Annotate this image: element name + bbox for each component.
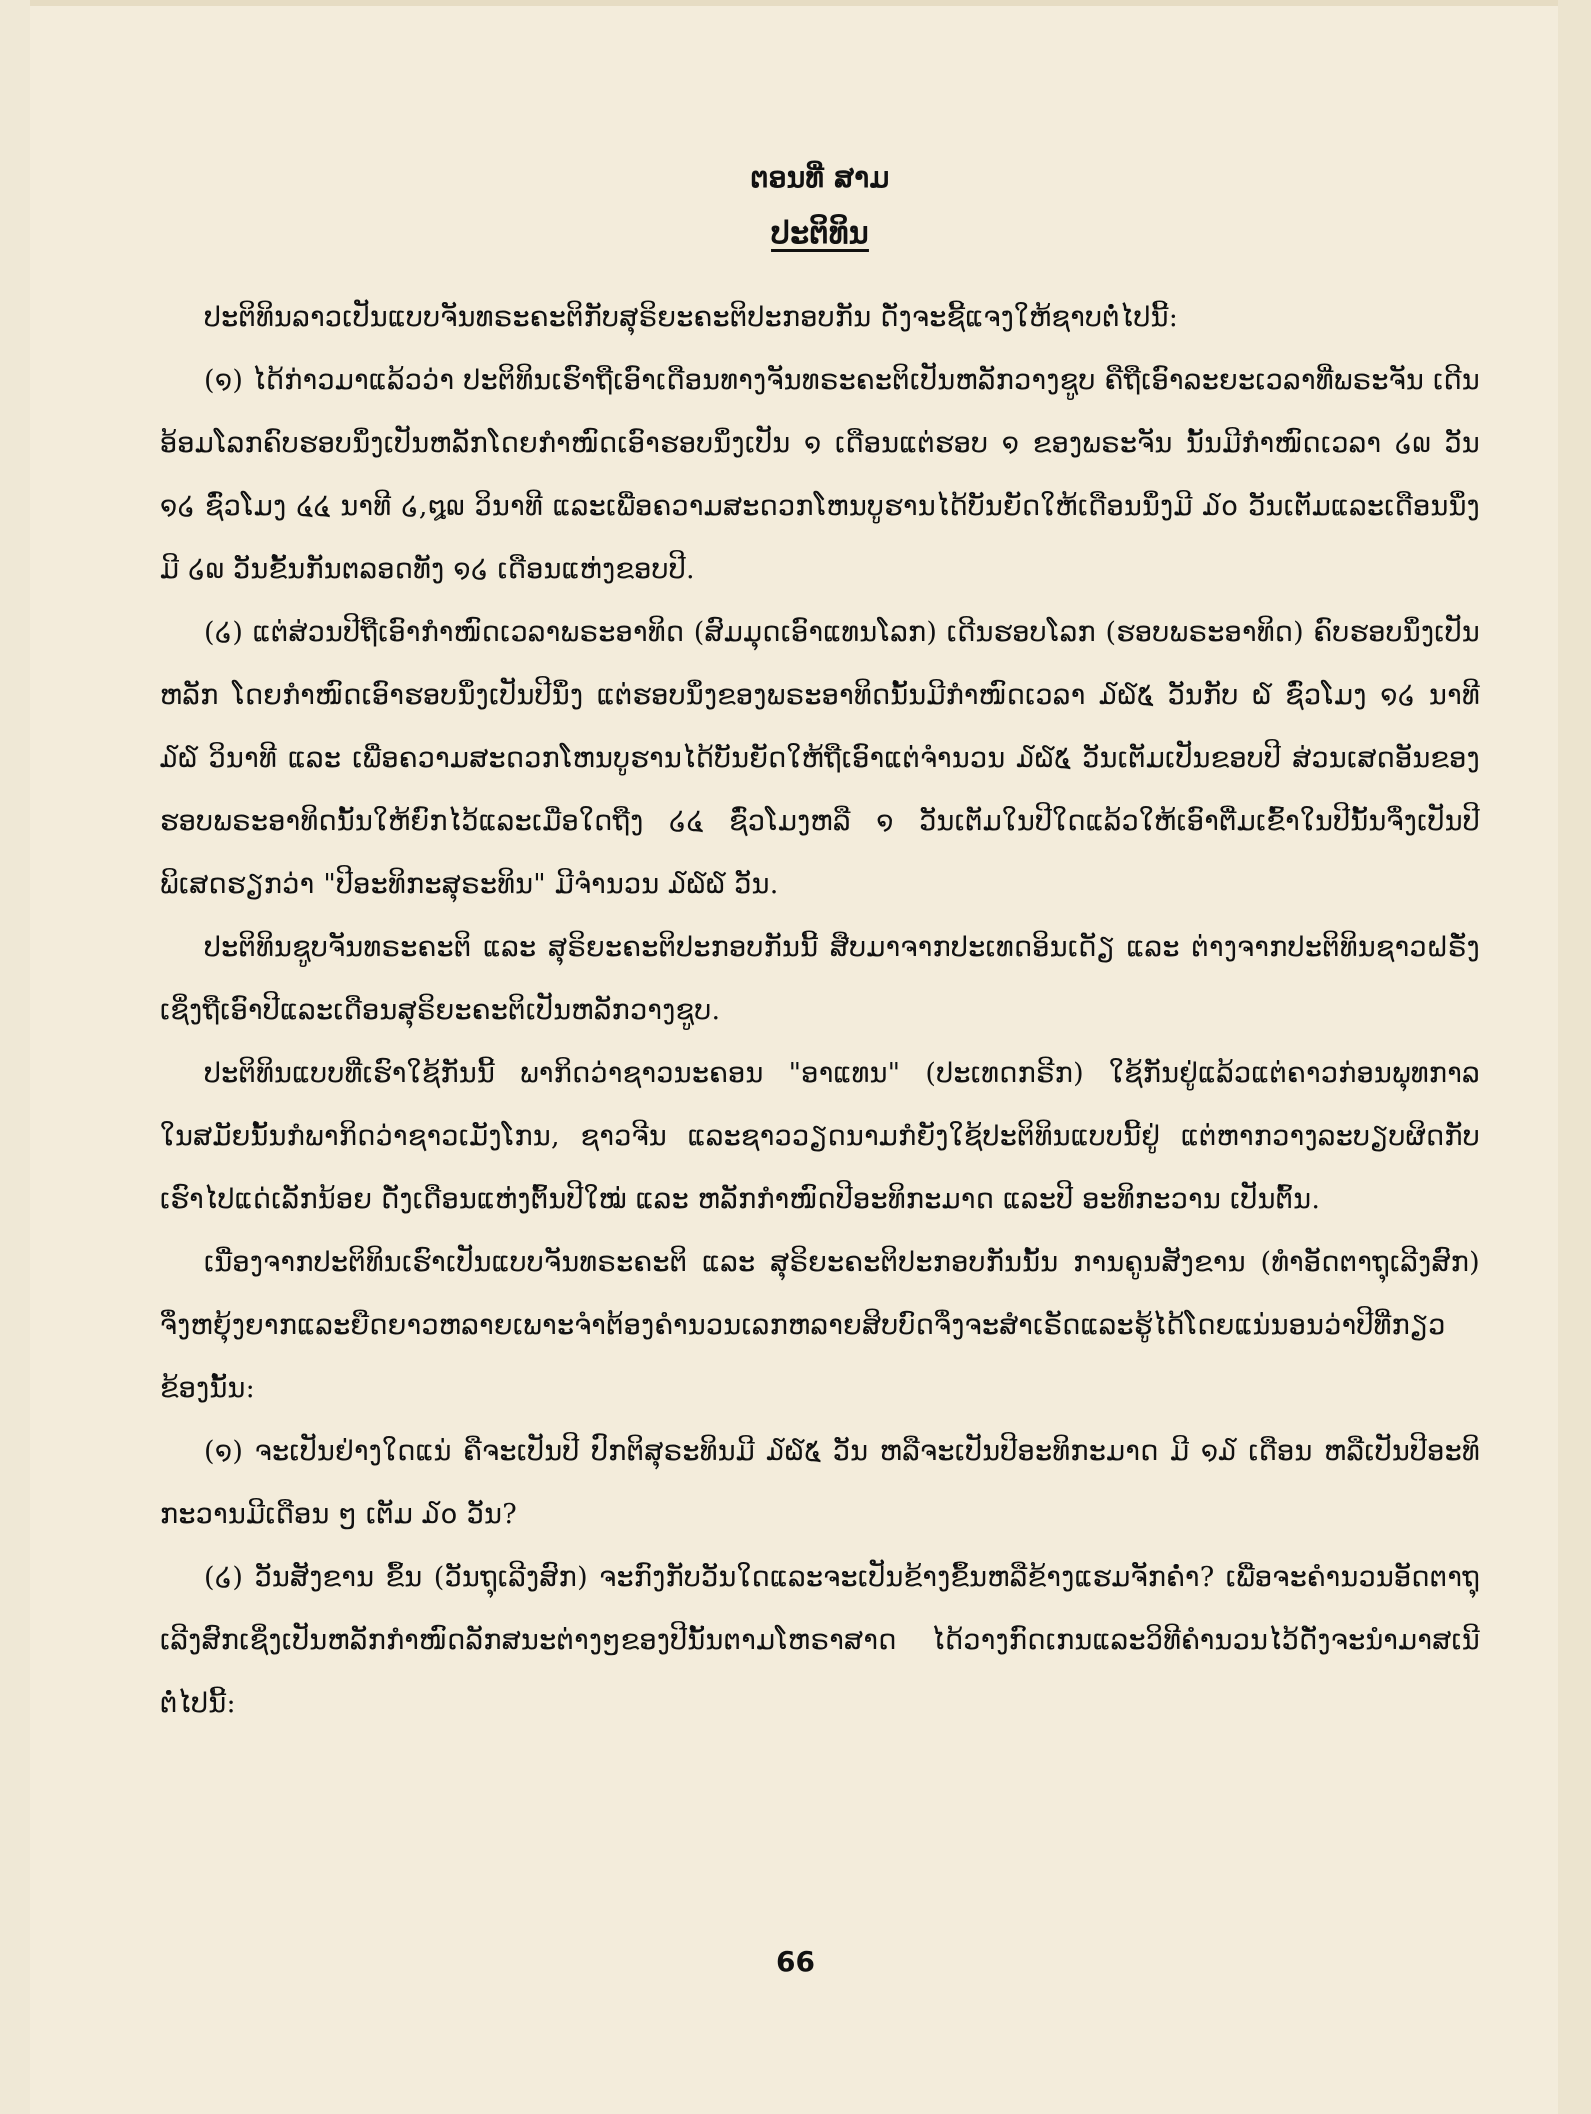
paragraph-6: ເນື່ອງຈາກປະຕິທິນເຮົາເປັນແບບຈັນທຣະຄະຕິ ແລະ ສຸຣິຍະຄະຕິປະກອບກັນນັ້ນ ການຄູນສັງຂານ (ທຳອັດຕາຖຸເລີງສົກ) ຈຶ່ງຫຍຸ້ງຍາກແລະຍືດຍາວຫລາຍເພາະຈຳຕ້ອງຄຳນວນເລກຫລາຍສິບບົດຈຶ່ງຈະສຳເຣັດແລະຮູ້ໄດ້ໂດຍແນ່ນອນວ່າປີທີ່ກຽວຂ້ອງນັ້ນ:	[160, 1247, 1480, 1404]
page-edge-right	[1558, 0, 1591, 2114]
page-edge-top	[30, 0, 1561, 6]
page-number: 66	[776, 1945, 815, 1978]
chapter-heading: ຕອນທີ່ ສາມ	[750, 161, 890, 194]
paragraph-1: ປະຕິທິນລາວເປັນແບບຈັນທຣະຄະຕິກັບສຸຣິຍະຄະຕິປະກອບກັນ ດັ່ງຈະຊີ້ແຈງໃຫ້ຊາບຕໍ່ໄປນີ້:	[204, 302, 1179, 333]
paragraph-5: ປະຕິທິນແບບທີ່ເຮົາໃຊ້ກັນນີ້ ພາກິດວ່າຊາວນະຄອນ "ອາແທນ" (ປະເທດກຣີກ) ໃຊ້ກັນຢູ່ແລ້ວແຕ່ຄາວກ່ອນພຸທກາລ ໃນສມັຍນັ້ນກໍພາກິດວ່າຊາວເມັງໂກນ, ຊາວຈີນ ແລະຊາວວຽດນາມກໍຍັງໃຊ້ປະຕິທິນແບບນີ້ຢູ່ ແຕ່ຫາກວາງລະບຽບຜິດກັບເຮົາໄປແດ່ເລັກນ້ອຍ ດັ່ງເດືອນແຫ່ງຕົ້ນປີໃໝ່ ແລະ ຫລັກກຳໜົດປີອະທິກະມາດ ແລະປີ ອະທິກະວານ ເປັນຕົ້ນ.	[160, 1058, 1480, 1215]
paragraph-4: ປະຕິທິນຊູບຈັນທຣະຄະຕິ ແລະ ສຸຣິຍະຄະຕິປະກອບກັນນີ້ ສືບມາຈາກປະເທດອິນເດັຽ ແລະ ຕ່າງຈາກປະຕິທິນຊາວຝຣັ່ງ ເຊິ່ງຖືເອົາປີແລະເດືອນສຸຣິຍະຄະຕິເປັນຫລັກວາງຊູບ.	[160, 932, 1480, 1026]
paragraph-8: (໒) ວັນສັງຂານ ຂຶ້ນ (ວັນຖຸເລີງສົກ) ຈະກົງກັບວັນໃດແລະຈະເປັນຂ້າງຂຶ້ນຫລືຂ້າງແຮມຈັກຄ່ຳ? ເພື່ອຈະຄຳນວນອັດຕາຖຸເລີງສົກເຊິ່ງເປັນຫລັກກຳໜົດລັກສນະຕ່າງໆຂອງປີນັ້ນຕາມໂຫຣາສາດ ໄດ້ວາງກົດເກນແລະວິທີຄຳນວນໄວ້ດັ່ງຈະນຳມາສເນີຕໍ່ໄປນີ້:	[160, 1562, 1480, 1719]
page-title-text: ປະຕິທິນ	[771, 216, 869, 251]
paragraph-2: (໑) ໄດ້ກ່າວມາແລ້ວວ່າ ປະຕິທິນເຮົາຖືເອົາເດືອນທາງຈັນທຣະຄະຕິເປັນຫລັກວາງຊູບ ຄືຖືເອົາລະຍະເວລາທີ່ພຣະຈັນ ເດີນອ້ອມໂລກຄົບຮອບນຶ່ງເປັນຫລັກໂດຍກຳໜົດເອົາຮອບນຶ່ງເປັນ ໑ ເດືອນແຕ່ຮອບ ໑ ຂອງພຣະຈັນ ນັ້ນມີກຳໜົດເວລາ ໒໙ ວັນ ໑໒ ຊົ່ວໂມງ ໔໔ ນາທີ ໒,໘໙ ວິນາທີ ແລະເພື່ອຄວາມສະດວກໂຫນບູຮານໄດ້ບັນຍັດໃຫ້ເດືອນນຶ່ງມີ ໓໐ ວັນເຕັມແລະເດືອນນຶ່ງມີ ໒໙ ວັນຂັ້ນກັນຕລອດທັງ ໑໒ ເດືອນແຫ່ງຂອບປີ.	[160, 365, 1480, 585]
paragraph-7: (໑) ຈະເປັນຢ່າງໃດແນ່ ຄືຈະເປັນປີ ປົກຕິສຸຣະທິນມີ ໓໖໕ ວັນ ຫລືຈະເປັນປີອະທິກະມາດ ມີ ໑໓ ເດືອນ ຫລືເປັນປີອະທິກະວານມີເດືອນ ໆ ເຕັມ ໓໐ ວັນ?	[160, 1436, 1480, 1530]
paragraph-3: (໒) ແຕ່ສ່ວນປີຖືເອົາກຳໜົດເວລາພຣະອາທິດ (ສົມມຸດເອົາແທນໂລກ) ເດີນຮອບໂລກ (ຮອບພຣະອາທິດ) ຄົບຮອບນຶ່ງເປັນຫລັກ ໂດຍກຳໜົດເອົາຮອບນຶ່ງເປັນປີນຶ່ງ ແຕ່ຮອບນຶ່ງຂອງພຣະອາທິດນັ້ນມີກຳໜົດເວລາ ໓໖໕ ວັນກັບ ໖ ຊົ່ວໂມງ ໑໒ ນາທີ ໓໖ ວິນາທີ ແລະ ເພື່ອຄວາມສະດວກໂຫນບູຮານໄດ້ບັນຍັດໃຫ້ຖືເອົາແຕ່ຈຳນວນ ໓໖໕ ວັນເຕັມເປັນຂອບປີ ສ່ວນເສດອັນຂອງຮອບພຣະອາທິດນັ້ນໃຫ້ຍົກໄວ້ແລະເມື່ອໃດຖືງ ໒໔ ຊົ່ວໂມງຫລື ໑ ວັນເຕັມໃນປີໃດແລ້ວໃຫ້ເອົາຕື່ມເຂົ້າໃນປີນັ້ນຈຶ່ງເປັນປີພິເສດຮຽກວ່າ "ປີອະທິກະສຸຣະທິນ" ມີຈຳນວນ ໓໖໖ ວັນ.	[160, 617, 1480, 900]
page-title	[160, 206, 1480, 262]
document-body	[160, 150, 1480, 1735]
